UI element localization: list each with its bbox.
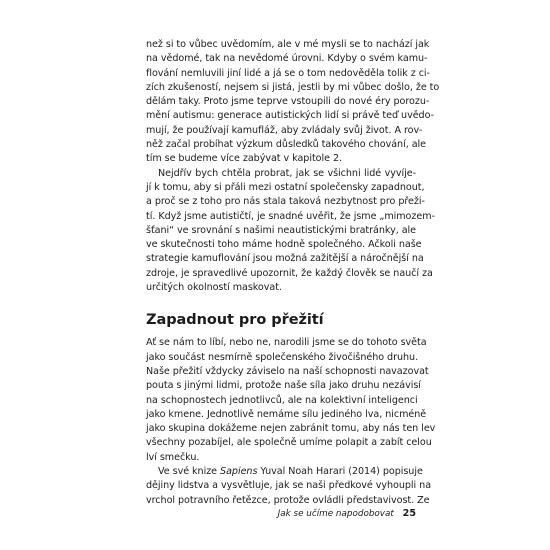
paragraph-line: na schopnostech jednotlivců, ale na kolektivní inteligenci	[146, 394, 418, 406]
paragraph-line: Naše přežití vždycky záviselo na naší schopnosti navazovat	[146, 365, 429, 377]
paragraph-line: něž začal probíhat výzkum důsledků takového chování, ale	[146, 139, 426, 151]
paragraph-line: na vědomé, tak na nevědomé úrovni. Kdyby o svém kamu-	[146, 53, 428, 65]
page-number: 25	[402, 508, 416, 519]
paragraph-line: dělám taky. Proto jsme teprve vstoupili do nové éry porozu-	[146, 96, 430, 108]
book-title-italic: Sapiens	[220, 466, 258, 478]
paragraph-line: jí k tomu, aby si přáli mezi ostatní společensky zapadnout,	[146, 181, 425, 193]
paragraph-line: určitých okolností maskovat.	[146, 282, 282, 294]
paragraph-line: jako skupina dokážeme nejen zabránit tomu, aby nás ten lev	[146, 423, 436, 435]
paragraph-line: mují, že používají kamufláž, aby zvládaly svůj život. A rov-	[146, 124, 423, 136]
paragraph-line: než si to vůbec uvědomím, ale v mé mysli se to nachází jak	[146, 39, 430, 50]
paragraph-4	[146, 465, 432, 508]
paragraph-line: pouta s jinými lidmi, protože naše síla jako druhu nezávisí	[146, 380, 421, 392]
paragraph-line: Ať se nám to líbí, nebo ne, narodili jsme se do tohoto světa	[146, 337, 427, 349]
paragraph-line: dějiny lidstva a vysvětluje, jak se naši předkové vyhoupli na	[146, 480, 432, 492]
paragraph-line: ve skutečnosti toho máme hodně společného. Ačkoli naše	[146, 239, 422, 251]
paragraph-line: tím se budeme více zabývat v kapitole 2.	[146, 153, 343, 165]
paragraph-line: tí. Když jsme autističtí, je snadné uvěřit, že jsme „mimozem-	[146, 210, 435, 222]
paragraph-line: zích zkušeností, nejsem si jistá, jestli by mi vůbec došlo, že to	[146, 81, 440, 93]
paragraph-line: jako součást nesmírně společenského živočišného druhu.	[146, 351, 419, 363]
paragraph-line: flování nemluvili jiní lidé a já se o tom nedověděla tolik z ci-	[146, 67, 430, 79]
paragraph-line: všechny pozabíjel, ale společně umíme polapit a zabít celou	[146, 437, 432, 449]
paragraph-line: strategie kamuflování jsou možná zažitější a náročnější na	[146, 253, 424, 265]
paragraph-line: a proč se z toho pro nás stala taková nezbytnost pro přeži-	[146, 196, 425, 208]
paragraph-line: Nejdřív bych chtěla probrat, jak se všichni lidé vyvíje-	[158, 167, 416, 179]
paragraph-line: šťani“ ve srovnání s našimi neautistickými bratránky, ale	[146, 224, 416, 236]
paragraph-line: zdroje, je spravedlivé upozornit, že každý člověk se naučí za	[146, 267, 433, 279]
text-run: Yuval Noah Harari (2014) popisuje	[257, 466, 423, 478]
section-gap	[146, 295, 416, 310]
paragraph-line	[146, 465, 423, 479]
paragraph-3	[146, 336, 436, 465]
section-heading: Zapadnout pro přežití	[146, 312, 324, 329]
paragraph-line: jako kmene. Jednotlivě nemáme sílu jediného lva, nicméně	[146, 408, 427, 420]
running-title: Jak se učíme napodobovat	[277, 509, 394, 519]
paragraph-line: lví smečku.	[146, 451, 200, 463]
paragraph-1	[146, 38, 440, 167]
text-run: Ve své knize	[158, 466, 221, 478]
paragraph-line: vrchol potravního řetězce, protože ovládli představivost. Ze	[146, 494, 430, 506]
paragraph-line: mění autismu: generace autistických lidí si právě teď uvědo-	[146, 110, 434, 122]
paragraph-2	[146, 167, 435, 296]
page-footer	[278, 508, 416, 520]
body-text	[146, 38, 440, 508]
